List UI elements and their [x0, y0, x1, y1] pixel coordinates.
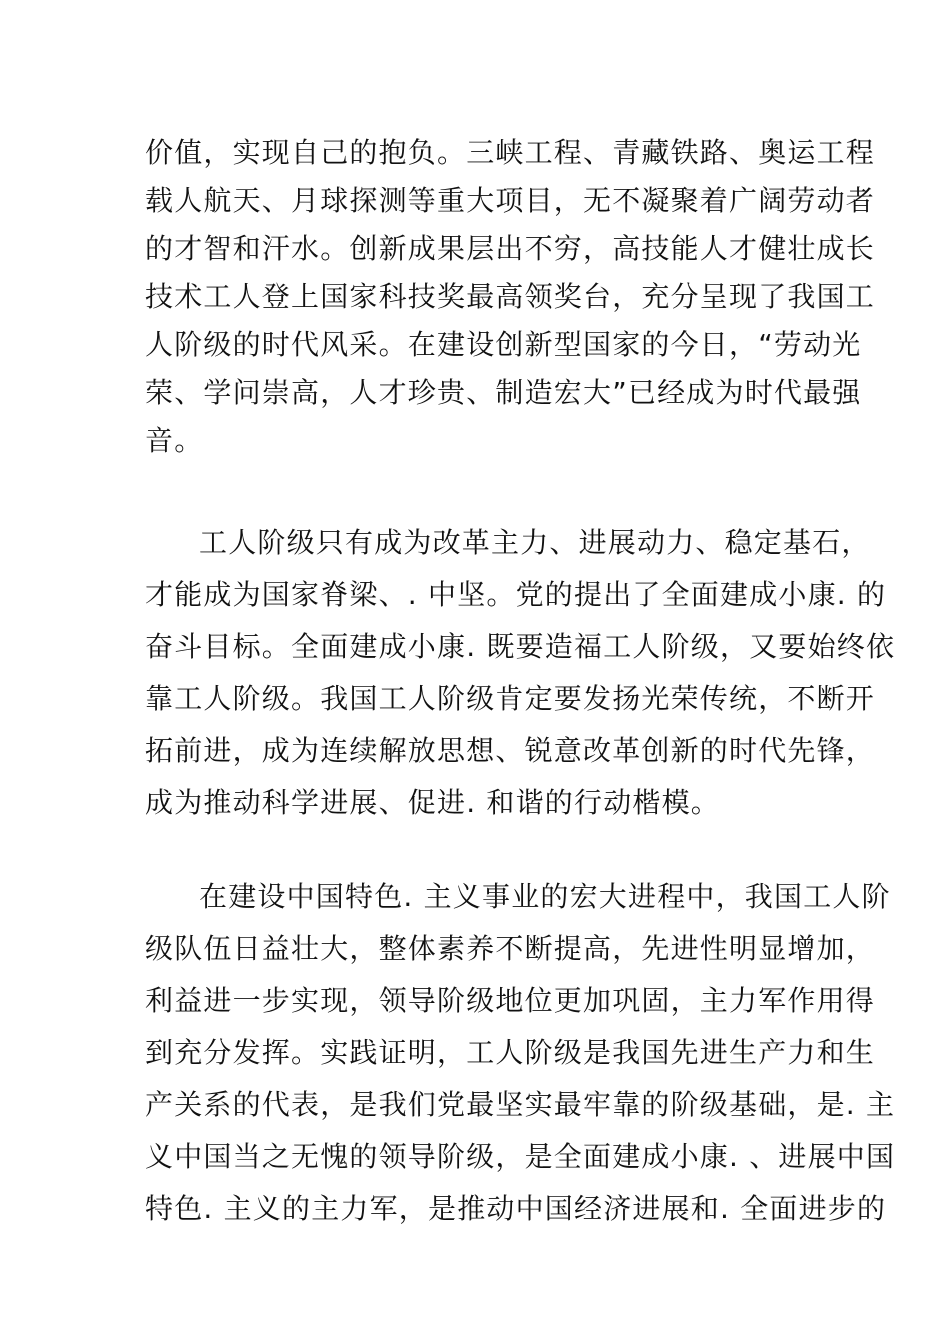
- text-line: 人阶级的时代风采。在建设创新型国家的今日，“劳动光: [145, 328, 862, 361]
- text-line: 的才智和汗水。创新成果层出不穷，高技能人才健壮成长: [145, 232, 876, 265]
- text-line: 音。: [145, 424, 204, 457]
- text-line: 靠工人阶级。我国工人阶级肯定要发扬光荣传统，不断开: [145, 682, 876, 715]
- text-line: 价值，实现自己的抱负。三峡工程、青藏铁路、奥运工程: [145, 136, 876, 169]
- text-line: 拓前进，成为连续解放思想、锐意改革创新的时代先锋，: [145, 734, 876, 767]
- text-line: 在建设中国特色. 主义事业的宏大进程中，我国工人阶: [199, 880, 891, 913]
- text-line: 工人阶级只有成为改革主力、进展动力、稳定基石，: [199, 526, 871, 559]
- text-line: 技术工人登上国家科技奖最高领奖台，充分呈现了我国工: [145, 280, 876, 313]
- text-line: 才能成为国家脊梁、. 中坚。党的提出了全面建成小康. 的: [145, 578, 887, 611]
- text-line: 荣、学问崇高，人才珍贵、制造宏大”已经成为时代最强: [145, 376, 862, 409]
- text-line: 利益进一步实现，领导阶级地位更加巩固，主力军作用得: [145, 984, 876, 1017]
- text-line: 到充分发挥。实践证明，工人阶级是我国先进生产力和生: [145, 1036, 876, 1069]
- text-line: 级队伍日益壮大，整体素养不断提高，先进性明显增加，: [145, 932, 876, 965]
- text-line: 载人航天、月球探测等重大项目，无不凝聚着广阔劳动者: [145, 184, 876, 217]
- text-line: 奋斗目标。全面建成小康. 既要造福工人阶级，又要始终依: [145, 630, 896, 663]
- text-line: 产关系的代表，是我们党最坚实最牢靠的阶级基础，是. 主: [145, 1088, 896, 1121]
- text-line: 特色. 主义的主力军，是推动中国经济进展和. 全面进步的: [145, 1192, 887, 1225]
- text-line: 成为推动科学进展、促进. 和谐的行动楷模。: [145, 786, 721, 819]
- text-line: 义中国当之无愧的领导阶级，是全面建成小康. 、进展中国: [145, 1140, 896, 1173]
